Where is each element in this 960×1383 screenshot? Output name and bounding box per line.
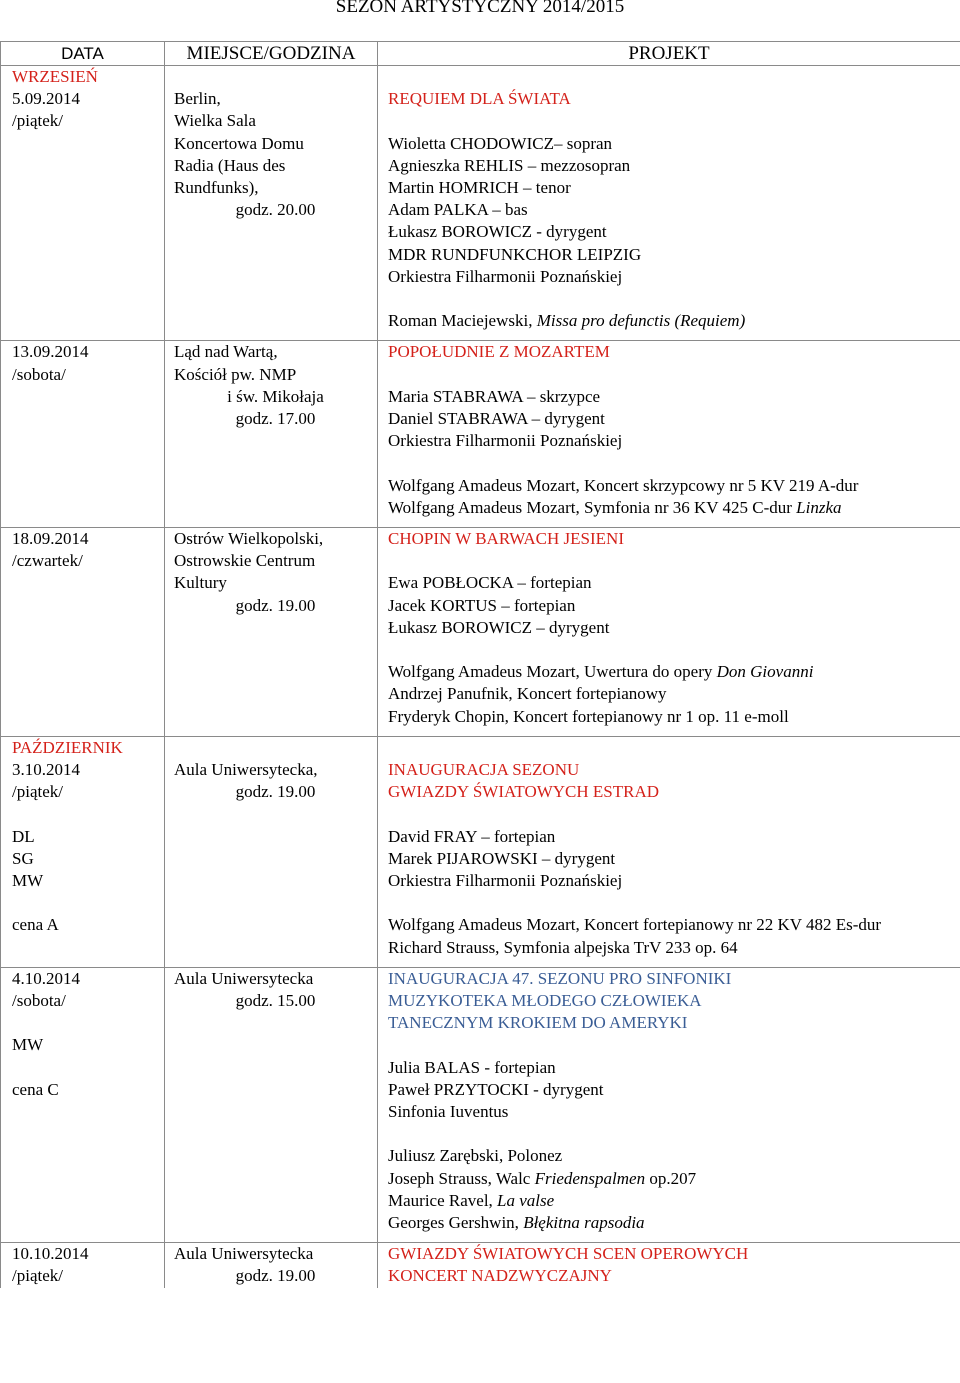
place-time: godz. 20.00 xyxy=(235,200,316,220)
event-day: /sobota/ xyxy=(12,990,66,1010)
page-title: SEZON ARTYSTYCZNY 2014/2015 xyxy=(335,0,625,17)
program-item: Georges Gershwin, Błękitna rapsodia xyxy=(388,1212,645,1232)
place-cell xyxy=(165,341,378,519)
event-title: KONCERT NADZWYCZAJNY xyxy=(388,1266,612,1286)
event-title: INAUGURACJA 47. SEZONU PRO SINFONIKI xyxy=(388,968,732,988)
header-date: DATA xyxy=(1,42,165,66)
performer: Marek PIJAROWSKI – dyrygent xyxy=(388,848,616,868)
performer: David FRAY – fortepian xyxy=(388,826,556,846)
price-label: cena C xyxy=(12,1079,59,1099)
place-time: godz. 19.00 xyxy=(235,1266,316,1286)
project-cell xyxy=(378,967,960,1234)
series-code: DL xyxy=(12,826,35,846)
event-day: /piątek/ xyxy=(12,111,63,131)
place-line: Ostrowskie Centrum xyxy=(174,551,316,571)
place-line: Rundfunks), xyxy=(174,178,259,197)
place-time: godz. 15.00 xyxy=(235,990,316,1010)
date-cell xyxy=(1,341,165,519)
performer: Orkiestra Filharmonii Poznańskiej xyxy=(388,870,623,890)
program-item: Maurice Ravel, La valse xyxy=(388,1190,555,1210)
project-cell xyxy=(378,736,960,958)
place-line: Aula Uniwersytecka, xyxy=(174,759,318,779)
month-label: WRZESIEŃ xyxy=(12,67,98,86)
place-time: godz. 17.00 xyxy=(235,409,316,428)
series-code: MW xyxy=(12,1035,44,1055)
place-line: i św. Mikołaja xyxy=(227,386,324,406)
event-title: CHOPIN W BARWACH JESIENI xyxy=(388,528,624,548)
table-row xyxy=(1,736,960,958)
place-line: Berlin, xyxy=(174,89,221,109)
performer: Łukasz BOROWICZ - dyrygent xyxy=(388,222,607,242)
place-cell xyxy=(165,967,378,1234)
table-row xyxy=(1,527,960,727)
place-line: Aula Uniwersytecka xyxy=(174,968,314,988)
schedule-table xyxy=(0,41,960,1288)
place-time: godz. 19.00 xyxy=(235,782,316,802)
program-item: Wolfgang Amadeus Mozart, Koncert skrzypcowy nr 5 KV 219 A-dur xyxy=(388,475,859,495)
header-place: MIEJSCE/GODZINA xyxy=(165,42,378,66)
date-cell xyxy=(1,1243,165,1288)
performer: Paweł PRZYTOCKI - dyrygent xyxy=(388,1079,604,1099)
event-date: 13.09.2014 xyxy=(12,342,89,362)
place-line: Ostrów Wielkopolski, xyxy=(174,528,324,548)
performer: Adam PALKA – bas xyxy=(388,200,528,220)
place-line: Kościół pw. NMP xyxy=(174,364,297,384)
event-date: 5.09.2014 xyxy=(12,89,80,109)
program-item: Joseph Strauss, Walc Friedenspalmen op.207 xyxy=(388,1168,697,1188)
header-project: PROJEKT xyxy=(378,42,960,66)
place-line: Kultury xyxy=(174,573,227,593)
place-line: Aula Uniwersytecka xyxy=(174,1244,314,1264)
program-item: Wolfgang Amadeus Mozart, Uwertura do opery Don Giovanni xyxy=(388,662,814,682)
program-item: Juliusz Zarębski, Polonez xyxy=(388,1146,563,1166)
event-title: INAUGURACJA SEZONU xyxy=(388,759,580,779)
place-line: Radia (Haus des xyxy=(174,155,286,175)
performer: Ewa POBŁOCKA – fortepian xyxy=(388,573,592,593)
table-row xyxy=(1,341,960,519)
project-cell xyxy=(378,341,960,519)
date-cell xyxy=(1,967,165,1234)
table-row xyxy=(1,1243,960,1288)
date-cell xyxy=(1,66,165,333)
project-cell xyxy=(378,1243,960,1288)
performer: Jacek KORTUS – fortepian xyxy=(388,595,576,615)
header-row xyxy=(1,42,960,66)
table-row xyxy=(1,967,960,1234)
performer: Agnieszka REHLIS – mezzosopran xyxy=(388,155,631,175)
program-item: Andrzej Panufnik, Koncert fortepianowy xyxy=(388,684,667,704)
performer: Julia BALAS - fortepian xyxy=(388,1057,556,1077)
place-line: Koncertowa Domu xyxy=(174,133,304,153)
program-item: Richard Strauss, Symfonia alpejska TrV 233 op. 64 xyxy=(388,937,738,957)
place-cell xyxy=(165,66,378,333)
program-item: Roman Maciejewski, Missa pro defunctis (Requiem) xyxy=(388,311,746,331)
event-day: /piątek/ xyxy=(12,782,63,802)
event-date: 18.09.2014 xyxy=(12,528,89,548)
series-code: MW xyxy=(12,870,44,890)
place-cell xyxy=(165,527,378,727)
performer: Łukasz BOROWICZ – dyrygent xyxy=(388,617,610,637)
event-date: 4.10.2014 xyxy=(12,968,80,988)
place-cell xyxy=(165,736,378,958)
performer: MDR RUNDFUNKCHOR LEIPZIG xyxy=(388,244,642,264)
event-day: /piątek/ xyxy=(12,1266,63,1286)
project-cell xyxy=(378,66,960,333)
performer: Orkiestra Filharmonii Poznańskiej xyxy=(388,431,623,451)
series-code: SG xyxy=(12,848,34,868)
performer: Maria STABRAWA – skrzypce xyxy=(388,386,601,406)
price-label: cena A xyxy=(12,915,59,935)
program-item: Wolfgang Amadeus Mozart, Symfonia nr 36 KV 425 C-dur Linzka xyxy=(388,497,842,517)
month-label: PAŹDZIERNIK xyxy=(12,737,123,757)
table-row xyxy=(1,66,960,333)
place-line: Ląd nad Wartą, xyxy=(174,342,278,362)
date-cell xyxy=(1,527,165,727)
event-title: GWIAZDY ŚWIATOWYCH SCEN OPEROWYCH xyxy=(388,1244,749,1264)
event-title: GWIAZDY ŚWIATOWYCH ESTRAD xyxy=(388,782,660,802)
performer: Daniel STABRAWA – dyrygent xyxy=(388,408,605,428)
event-title: POPOŁUDNIE Z MOZARTEM xyxy=(388,342,610,362)
event-date: 3.10.2014 xyxy=(12,759,80,779)
performer: Martin HOMRICH – tenor xyxy=(388,177,571,197)
event-title: TANECZNYM KROKIEM DO AMERYKI xyxy=(388,1013,688,1033)
project-cell xyxy=(378,527,960,727)
program-item: Wolfgang Amadeus Mozart, Koncert fortepianowy nr 22 KV 482 Es-dur xyxy=(388,915,882,935)
event-title: REQUIEM DLA ŚWIATA xyxy=(388,89,571,109)
performer: Sinfonia Iuventus xyxy=(388,1101,509,1121)
place-time: godz. 19.00 xyxy=(235,595,316,615)
performer: Orkiestra Filharmonii Poznańskiej xyxy=(388,266,623,286)
event-title: MUZYKOTEKA MŁODEGO CZŁOWIEKA xyxy=(388,990,702,1010)
event-day: /czwartek/ xyxy=(12,551,83,571)
place-cell xyxy=(165,1243,378,1288)
date-cell xyxy=(1,736,165,958)
performer: Wioletta CHODOWICZ– sopran xyxy=(388,133,613,153)
event-date: 10.10.2014 xyxy=(12,1244,89,1264)
place-line: Wielka Sala xyxy=(174,111,256,131)
program-item: Fryderyk Chopin, Koncert fortepianowy nr 1 op. 11 e-moll xyxy=(388,706,789,726)
event-day: /sobota/ xyxy=(12,364,66,384)
